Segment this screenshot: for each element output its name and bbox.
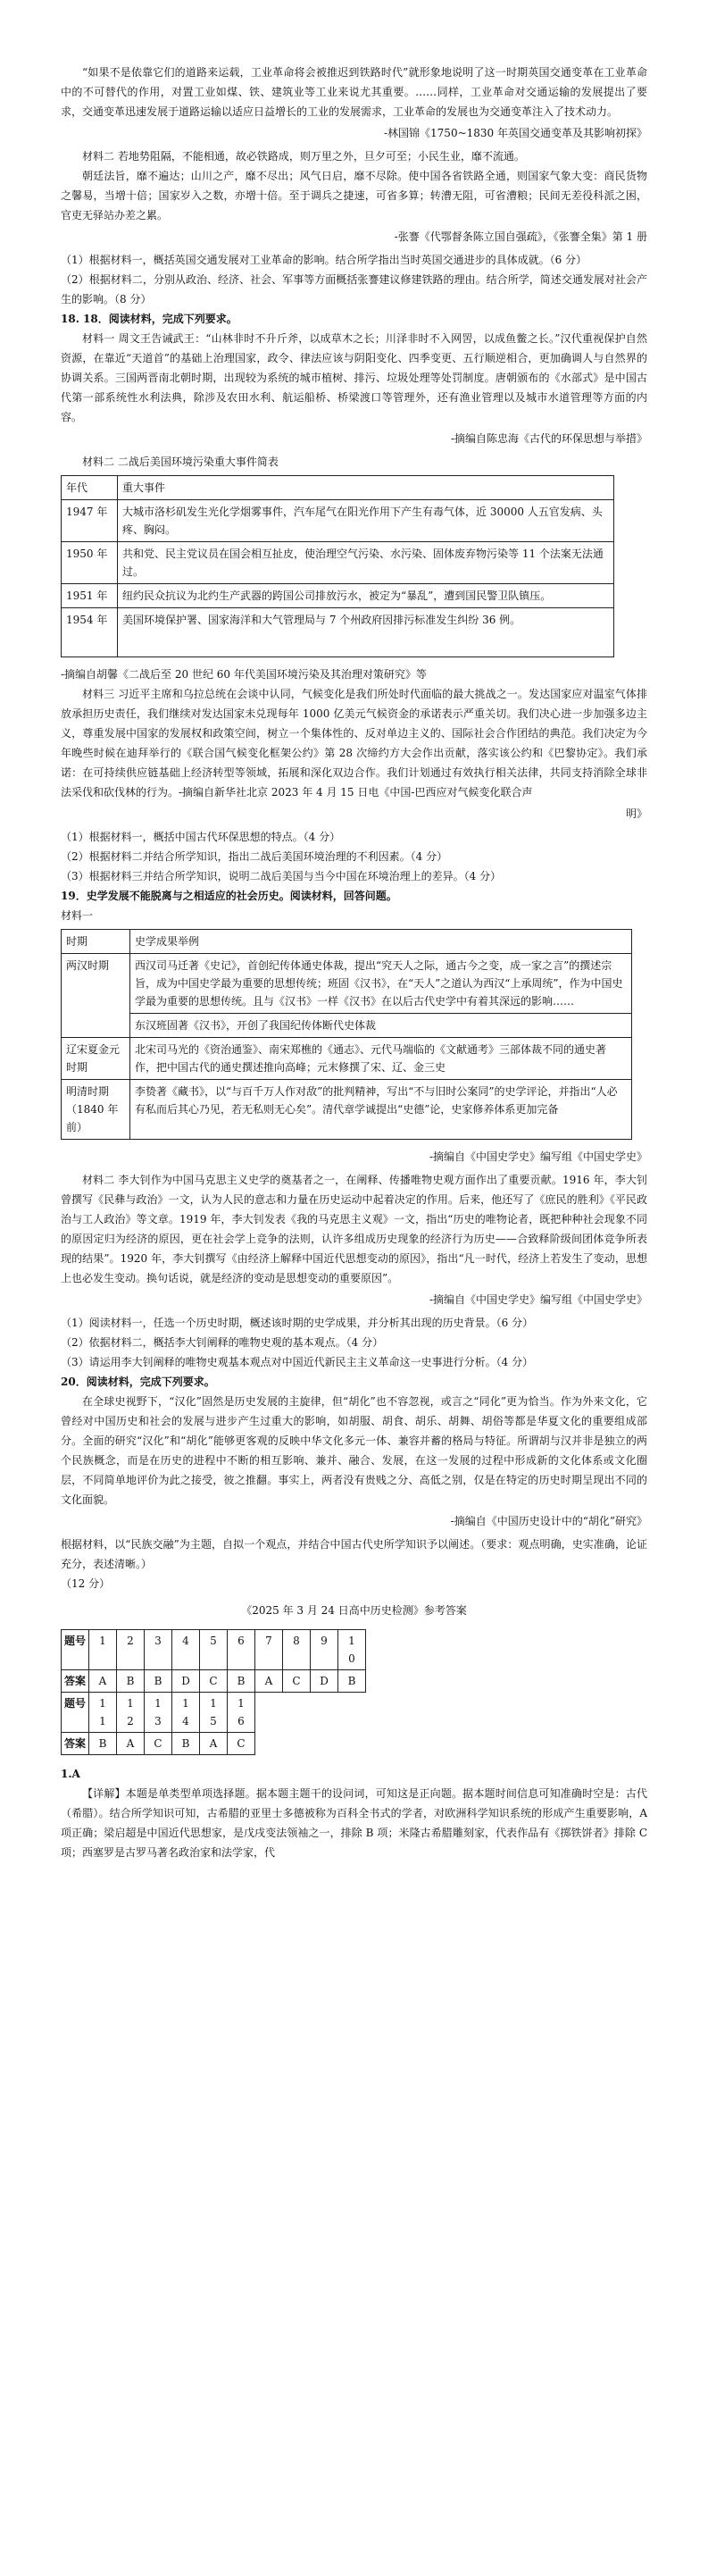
answer-header-cell: 答案 [62,1670,89,1693]
answer-number-cell: 3 [145,1630,172,1670]
table-cell-event: 共和党、民主党议员在国会相互扯皮，使治理空气污染、水污染、固体废弃物污染等 11 个法案无法通过。 [118,542,614,584]
answer-header-cell: 题号 [62,1693,89,1733]
answer-letter-row [62,1670,366,1693]
question-item: （1）阅读材料一，任选一个历史时期，概述该时期的史学成果，并分析其出现的历史背景。（6 分） [61,1317,534,1329]
table-cell-year: 1954 年 [62,608,118,657]
table-header-cell: 年代 [62,476,118,500]
table-cell-text: 东汉班固著《汉书》，开创了我国纪传体断代史体裁 [130,1014,632,1038]
material-two-paragraph: 朝廷法旨，靡不遍达；山川之产，靡不尽出；风气日启，靡不尽除。使中国各省铁路全通，则国家气象大变：商民货物之馨易，当增十倍；国家岁入之数，亦增十倍。至于调兵之捷速，可省多算；转漕无阻，可省漕粮；民间无差役科派之困，官吏无驿站办差之累。 [61,170,647,222]
material-one-paragraph: “如果不是依靠它们的道路来运载，工业革命将会被推迟到铁路时代”就形象地说明了这一时期英国交通变革在工业革命中的不可替代的作用，对置工业如煤、铁、建筑业等工业来说尤其重要。……同样，工业革命对交通运输的发展提出了要求，交通变革迅速发展于道路运输以适应日益增长的工业的发展需求，工业革命的发展也为交通变革注入了技术动力。 [61,66,647,118]
answer-number-cell: 6 [228,1630,255,1670]
table-cell-year: 1951 年 [62,584,118,608]
material-table-title: 材料二 二战后美国环境污染重大事件简表 [82,456,279,468]
answer-letter-cell: B [89,1733,117,1755]
table-row [62,1014,632,1038]
answer-header-cell: 题号 [62,1630,89,1670]
question-item: （2）根据材料二，分别从政治、经济、社会、军事等方面概括张謇建议修建铁路的理由。结合所学，简述交通发展对社会产生的影响。（8 分） [61,273,647,305]
answer-key-table [61,1629,366,1755]
table-row [62,954,632,1014]
answer-letter-cell: B [338,1670,366,1693]
material-paragraph: 在全球史视野下，“汉化”固然是历史发展的主旋律，但“胡化”也不容忽视，或言之“同化”更为恰当。作为外来文化，它曾经对中国历史和社会的发展与进步产生过重大的影响，如胡服、胡食、胡乐、胡舞、胡俗等都是华夏文化的重要组成部分。全面的研究“汉化”和“胡化”能够更客观的反映中华文化多元一体、兼容并蓄的格局与特征。所谓胡与汉并非是独立的两个民族概念，而是在历史的进程中不断的相互影响、兼并、融合、发展，在这一发展的过程中形成新的文化体系或文化圈层，不同简单地评价为此之接受，彼之推翻。事实上，两者没有贵贱之分、高低之别，仅是在特定的历史时期呈现出不同的文化面貌。 [61,1395,647,1506]
answer-letter-cell: A [89,1670,117,1693]
source-citation: -摘编自《中国史学史》编写组《中国史学史》 [429,1293,647,1306]
answer-number-cell: 1 1 [89,1693,117,1733]
table-header-cell: 重大事件 [118,476,614,500]
table-cell-period: 明清时期（1840 年前） [62,1080,130,1140]
material-two-paragraph: 材料二 若地势阻隔，不能相通，故必铁路成，则万里之外，旦夕可至；小民生业，靡不流通。 [82,150,525,163]
answer-number-cell: 8 [283,1630,311,1670]
answer-number-cell: 1 6 [228,1693,255,1733]
table-row [62,542,614,584]
solution-text: 【详解】本题是单类型单项选择题。据本题主题干的设问词，可知这是正向题。据本题时间信息可知准确时空是：古代（希腊）。结合所学知识可知，古希腊的亚里士多德被称为百科全书式的学者，对欧洲科学知识系统的形成产生重要影响，A 项正确；梁启超是中国近代思想家，是戊戌变法领袖之一，排除 B 项；米隆古希腊雕刻家，代表作品有《掷铁饼者》排除 C 项；西塞罗是古罗马著名政治家和法学家，代 [61,1787,647,1859]
question-item: （1）根据材料一，概括中国古代环保思想的特点。（4 分） [61,831,341,843]
table-cell-year: 1950 年 [62,542,118,584]
source-citation: -摘编自陈忠海《古代的环保思想与举措》 [450,432,647,445]
question-item: （2）依据材料二，概括李大钊阐释的唯物史观的基本观点。（4 分） [61,1336,384,1349]
answer-number-cell: 1 0 [338,1630,366,1670]
material-label: 材料一 [61,909,94,922]
table-row [62,1080,632,1140]
pollution-events-table [61,475,614,657]
question-title: 20．阅读材料，完成下列要求。 [61,1376,215,1388]
question-item: （2）根据材料二并结合所学知识，指出二战后美国环境治理的不利因素。（4 分） [61,850,448,863]
table-header-cell: 史学成果举例 [130,930,632,954]
answer-letter-cell: D [311,1670,338,1693]
answer-number-cell: 9 [311,1630,338,1670]
table-cell-event: 美国环境保护署、国家海洋和大气管理局与 7 个州政府因排污标准发生纠纷 36 例。 [118,608,614,657]
historiography-table [61,929,632,1140]
source-citation: -林国锦《1750~1830 年英国交通变革及其影响初探》 [383,127,647,139]
answer-letter-cell: D [172,1670,200,1693]
solution-number: 1.A [61,1768,80,1780]
answer-number-cell: 7 [255,1630,283,1670]
answer-letter-cell: B [145,1670,172,1693]
answer-letter-row [62,1733,366,1755]
table-header-cell: 时期 [62,930,130,954]
answer-number-cell: 5 [200,1630,228,1670]
answer-number-row [62,1693,366,1733]
table-row [62,584,614,608]
answer-number-cell: 4 [172,1630,200,1670]
question-score: （12 分） [61,1577,111,1590]
source-citation: -摘编自《中国历史设计中的“胡化”研究》 [450,1515,647,1527]
table-cell-text: 李贽著《藏书》，以“与百千万人作对敌”的批判精神，写出“不与旧时公案同”的史学评论，并指出“人必有私而后其心乃见，若无私则无心矣”。清代章学诚提出“史德”论，史家修养体系更加完备 [130,1080,632,1140]
table-cell-year: 1947 年 [62,500,118,542]
answer-key-title: 《2025 年 3 月 24 日高中历史检测》参考答案 [241,1604,467,1617]
question-title: 18. 18．阅读材料，完成下列要求。 [61,313,237,325]
source-citation-end: 明》 [625,807,647,820]
table-cell-event: 纽约民众抗议为北约生产武器的跨国公司排放污水，被定为“暴乱”，遭到国民警卫队镇压。 [118,584,614,608]
material-paragraph: 材料一 周文王告诫武王：“山林非时不升斤斧，以成草木之长；川泽非时不入网罟，以成鱼鳖之长。”汉代重视保护自然资源，在靠近“天道首”的基础上治理国家，政令、律法应该与阴阳变化、四季变更、五行顺逆相合，更加确调人与自然界的协调关系。三国两晋南北朝时期，出现较为系统的城市植树、排污、垃圾处理等处罚制度。唐朝颁布的《水部式》是中国古代第一部系统性水利法典，除涉及农田水利、航运船桥、桥梁渡口等管理外，还有渔业管理以及城市水道管理等方面的内容。 [61,332,647,423]
table-header-row [62,930,632,954]
table-cell-period: 辽宋夏金元时期 [62,1038,130,1080]
answer-letter-cell: B [172,1733,200,1755]
answer-letter-cell: A [200,1733,228,1755]
answer-letter-cell: C [283,1670,311,1693]
answer-number-cell: 1 4 [172,1693,200,1733]
table-row [62,500,614,542]
question-item: （3）根据材料三并结合所学知识，说明二战后美国与当今中国在环境治理上的差异。（4 分） [61,870,502,882]
question-item: 根据材料，以“民族交融”为主题，自拟一个观点，并结合中国古代史所学知识予以阐述。（要求：观点明确，史实准确，论证充分，表述清晰。） [61,1538,647,1570]
source-citation: -摘编自《中国史学史》编写组《中国史学史》 [429,1150,647,1163]
answer-number-row [62,1630,366,1670]
table-header-row [62,476,614,500]
table-cell-text: 西汉司马迁著《史记》，首创纪传体通史体裁，提出“究天人之际，通古今之变，成一家之言”的撰述宗旨，成为中国史学最为重要的思想传统；班固《汉书》，在“天人”之道认为西汉“上承周统”，作为中国史学最为重要的思想传统。且与《汉书》一样《汉书》在以后古代史学中有着其深远的影响…… [130,954,632,1014]
table-cell-period: 两汉时期 [62,954,130,1038]
table-cell-event: 大城市洛杉矶发生光化学烟雾事件，汽车尾气在阳光作用下产生有毒气体，近 30000 人五官发病、头疼、胸闷。 [118,500,614,542]
table-row [62,1038,632,1080]
answer-header-cell: 答案 [62,1733,89,1755]
answer-letter-cell: A [255,1670,283,1693]
answer-number-cell: 1 [89,1630,117,1670]
source-citation: -摘编自胡馨《二战后至 20 世纪 60 年代美国环境污染及其治理对策研究》等 [61,668,427,681]
table-row [62,608,614,657]
source-citation: -张謇《代鄂督条陈立国自强疏》，《张謇全集》第 1 册 [394,230,647,243]
answer-letter-cell: C [145,1733,172,1755]
answer-number-cell: 1 2 [117,1693,145,1733]
answer-letter-cell: B [228,1670,255,1693]
answer-number-cell: 1 5 [200,1693,228,1733]
material-paragraph: 材料二 李大钊作为中国马克思主义史学的奠基者之一，在阐释、传播唯物史观方面作出了重要贡献。1916 年，李大钊曾撰写《民彝与政治》一文，认为人民的意志和力量在历史运动中起着决定的作用。后来，他还写了《庶民的胜利》《平民政治与工人政治》等文章。1919 年，李大钊发表《我的马克思主义观》一文，指出“历史的唯物论者，既把种种社会现象不同的原因定归为经济的原因，更在社会学上竞争的法则，认许多组成历史现象的经济行为历史——合致释阶级间团体竞争所表现的结果”。1920 年，李大钊撰写《由经济上解释中国近代思想变动的原因》，指出“凡一时代，经济上若发生了变动，思想上也必发生变动。换句话说，就是经济的变动是思想变动的重要原因”。 [61,1174,647,1284]
answer-number-cell: 1 3 [145,1693,172,1733]
answer-letter-cell: A [117,1733,145,1755]
material-paragraph: 材料三 习近平主席和乌拉总统在会谈中认同，气候变化是我们所处时代面临的最大挑战之一。发达国家应对温室气体排放承担历史责任，我们继续对发达国家未兑现每年 1000 亿美元气候资金的承诺表示严重关切。我们决心进一步加强多边主义，尊重发展中国家的发展权和政策空间，树立一个集体性的、反对单边主义的、国际社会合作团结的典范。我们决定为今年晚些时候在迪拜举行的《联合国气候变化框架公约》第 28 次缔约方大会作出贡献，落实该公约和《巴黎协定》。我们承诺：在可持续供应链基础上经济转型等领域，拓展和深化双边合作。我们计划通过有效执行相关法律，共同支持消除全球非法采伐和砍伐林的行为。-摘编自新华社北京 2023 年 4 月 15 日电《中国-巴西应对气候变化联合声 [61,688,647,799]
question-item: （1）根据材料一，概括英国交通发展对工业革命的影响。结合所学指出当时英国交通进步的具体成就。（6 分） [61,254,587,266]
question-item: （3）请运用李大钊阐释的唯物史观基本观点对中国近代新民主主义革命这一史事进行分析。（4 分） [61,1356,534,1368]
table-cell-text: 北宋司马光的《资治通鉴》、南宋郑樵的《通志》、元代马端临的《文献通考》三部体裁不同的通史著作，把中国古代的通史撰述推向高峰；元末修撰了宋、辽、金三史 [130,1038,632,1080]
answer-letter-cell: C [228,1733,255,1755]
answer-letter-cell: B [117,1670,145,1693]
question-title: 19．史学发展不能脱离与之相适应的社会历史。阅读材料，回答问题。 [61,890,397,902]
answer-letter-cell: C [200,1670,228,1693]
answer-number-cell: 2 [117,1630,145,1670]
